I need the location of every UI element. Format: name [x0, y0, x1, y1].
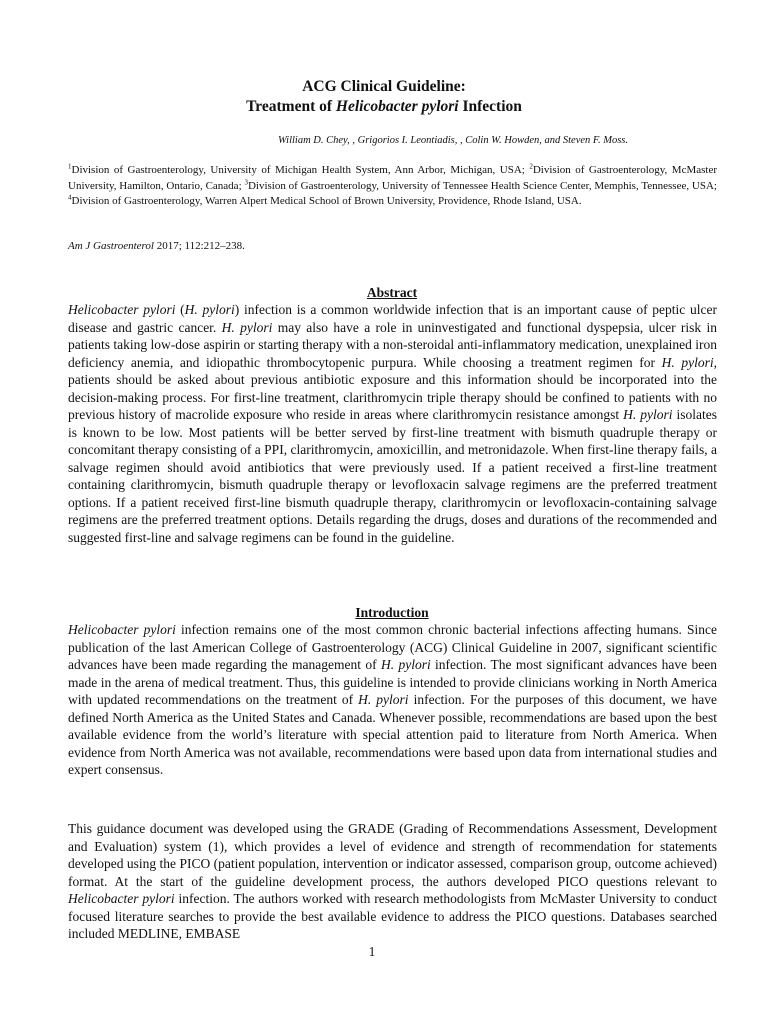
text-run: isolates is known to be low. Most patients will be better served by first-line treatment with bismuth quadruple therapy or concomitant therapy consisting of a PPI, clarithromycin, amoxicillin, and metronidazole. When first-line therapy fails, a salvage regimen should avoid antibiotics that were previously used. If a patient received a first-line treatment containing clarithromycin, bismuth quadruple therapy or levofloxacin salvage regimens are the preferred treatment options. If a patient received first-line bismuth quadruple therapy, clarithromycin or levofloxacin-containing salvage regimens are the preferred treatment options. Details regarding the drugs, doses and durations of the recommended and suggested first-line and salvage regimens can be found in the guideline.: [68, 407, 717, 545]
organism-name: Helicobacter pylori: [68, 622, 176, 637]
affiliation-marker: 4: [68, 193, 72, 202]
organism-name: Helicobacter pylori: [68, 891, 175, 906]
organism-name: H. pylori: [184, 302, 235, 317]
organism-name: Helicobacter pylori: [68, 302, 176, 317]
affiliation-marker: 2: [529, 162, 533, 171]
abstract-paragraph: [68, 301, 717, 546]
title-organism: Helicobacter pylori: [335, 98, 459, 115]
organism-name: H. pylori: [380, 657, 431, 672]
affiliation: Division of Gastroenterology, University of Michigan Health System, Ann Arbor, Michigan, USA;: [71, 164, 530, 176]
affiliation: Division of Gastroenterology, University of Tennessee Health Science Center, Memphis, Tennessee, USA;: [247, 179, 717, 192]
title-text: Treatment of: [246, 98, 336, 115]
introduction-paragraph-1: [68, 621, 717, 779]
introduction-heading: Introduction: [355, 605, 429, 620]
affiliation: Division of Gastroenterology, McMaster University, Hamilton, Ontario, Canada;: [68, 164, 717, 192]
title-line-1: ACG Clinical Guideline:: [302, 78, 466, 95]
title-text-end: Infection: [458, 98, 522, 115]
affiliation-marker: 1: [68, 162, 72, 171]
text-run: This guidance document was developed using the GRADE (Grading of Recommendations Assessment, Development and Evaluation) system (1), which provides a level of evidence and strength of recommendation for statements developed using the PICO (patient population, intervention or indicator assessed, comparison group, outcome achieved) format. At the start of the guideline development process, the authors developed PICO questions relevant to: [68, 821, 717, 889]
citation-details: 2017; 112:212–238.: [153, 240, 245, 252]
text-run: infection. The authors worked with research methodologists from McMaster University to conduct focused literature searches to provide the best available evidence to address the PICO questions. Databases searched included MEDLINE, EMBASE: [68, 891, 717, 941]
introduction-paragraph-2: [68, 820, 717, 943]
text-run: may also have a role in uninvestigated and functional dyspepsia, ulcer risk in patients taking low-dose aspirin or starting therapy with a non-steroidal anti-inflammatory medication, unexplained iron deficiency anemia, and idiopathic thrombocytopenic purpura. While choosing a treatment regimen for: [68, 319, 717, 370]
organism-name: H. pylori: [221, 319, 273, 335]
text-run: , patients should be asked about previous antibiotic exposure and this information should be incorporated into the decision-making process. For first-line treatment, clarithromycin triple therapy should be confined to patients with no previous history of macrolide exposure who reside in areas where clarithromycin resistance amongst: [68, 354, 718, 422]
text-run: infection. For the purposes of this document, we have defined North America as the United States and Canada. Whenever possible, recommendations are based upon the best available evidence from the world’s literature with special attention paid to literature from North America. When evidence from North America was not available, recommendations were based upon data from international studies and expert consensus.: [68, 692, 718, 777]
author-list: William D. Chey, , Grigorios I. Leontiadis, , Colin W. Howden, and Steven F. Moss.: [278, 135, 629, 146]
text-run: infection remains one of the most common chronic bacterial infections affecting humans. Since publication of the last American College of Gastroenterology (ACG) Clinical Guideline in 2007, significant scientific advances have been made regarding the management of: [68, 622, 717, 672]
abstract-heading: Abstract: [366, 285, 418, 300]
text-run: (: [175, 302, 185, 317]
title-line-2: [0, 97, 768, 116]
organism-name: H. pylori: [661, 354, 714, 370]
affiliation-marker: 3: [244, 177, 248, 186]
citation: [68, 239, 245, 253]
journal-name: Am J Gastroenterol: [68, 240, 154, 252]
organism-name: H. pylori: [623, 407, 673, 422]
page-number: 1: [368, 944, 376, 959]
organism-name: H. pylori: [358, 692, 409, 707]
text-run: infection. The most significant advances have been made in the arena of medical treatment. Thus, this guideline is intended to provide clinicians working in North America with updated recommendations on the treatment of: [68, 657, 717, 707]
text-run: ) infection is a common worldwide infection that is an important cause of peptic ulcer disease and gastric cancer.: [68, 302, 717, 335]
affiliation: Division of Gastroenterology, Warren Alpert Medical School of Brown University, Providence, Rhode Island, USA.: [71, 195, 582, 207]
affiliations: [68, 163, 717, 210]
